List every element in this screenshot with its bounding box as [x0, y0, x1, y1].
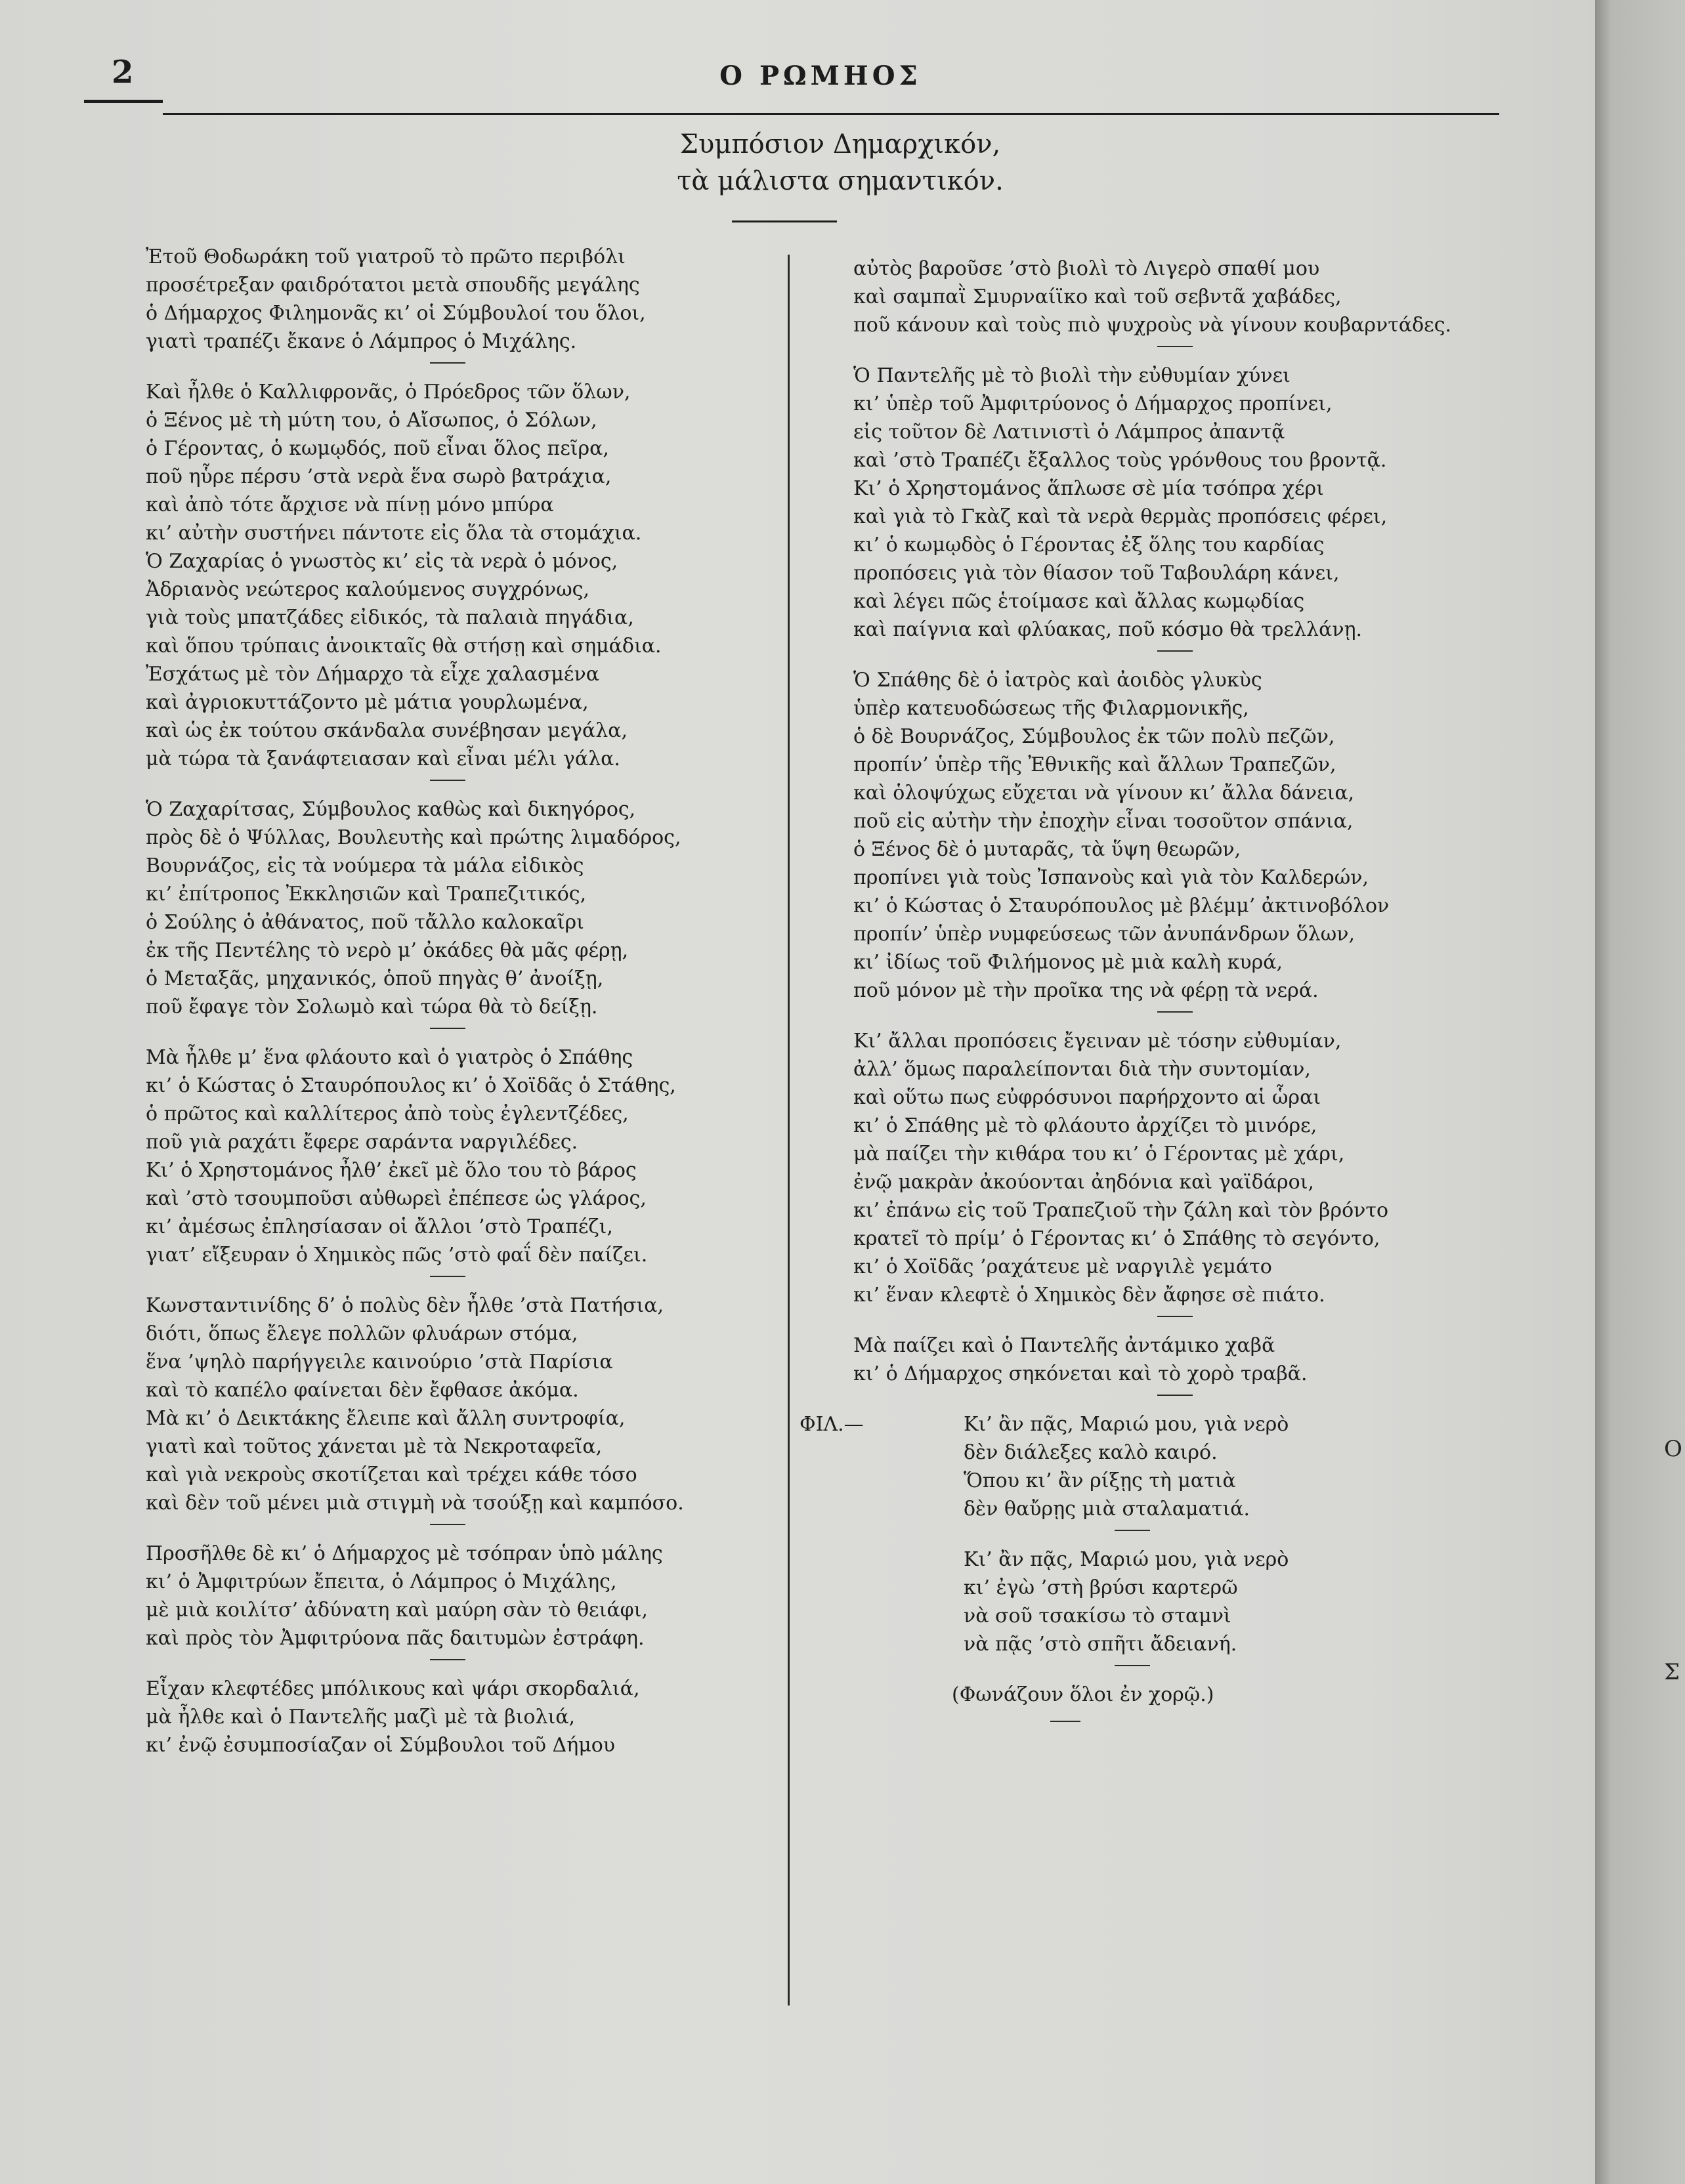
verse-line: πρὸς δὲ ὁ Ψύλλας, Βουλευτὴς καὶ πρώτης λιμαδόρος,	[146, 826, 681, 849]
stanza-separator	[430, 1028, 465, 1029]
verse-line: προπίν’ ὑπὲρ τῆς Ἐθνικῆς καὶ ἄλλων Τραπεζῶν,	[853, 753, 1336, 776]
verse-line: κι’ ὁ Σπάθης μὲ τὸ φλάουτο ἀρχίζει τὸ μινόρε,	[853, 1114, 1317, 1137]
verse-line: κρατεῖ τὸ πρίμ’ ὁ Γέροντας κι’ ὁ Σπάθης τὸ σεγόντο,	[853, 1227, 1380, 1250]
right-column	[800, 255, 1497, 1722]
speaker-label: ΦΙΛ.—	[800, 1413, 864, 1436]
verse-line: προπίν’ ὑπὲρ νυμφεύσεως τῶν ἀνυπάνδρων ὅλων,	[853, 923, 1355, 946]
verse-line: ἐκ τῆς Πεντέλης τὸ νερὸ μ’ ὀκάδες θὰ μᾶς φέρῃ,	[146, 939, 629, 962]
verse-line: ὁ δὲ Βουρνάζος, Σύμβουλος ἐκ τῶν πολὺ πεζῶν,	[853, 725, 1335, 748]
verse-line: μὰ τώρα τὰ ξανάφτειασαν καὶ εἶναι μέλι γάλα.	[146, 747, 620, 770]
verse-line: καὶ παίγνια καὶ φλύακας, ποῦ κόσμο θὰ τρελλάνῃ.	[853, 618, 1363, 641]
verse-line: ὁ Δήμαρχος Φιλημονᾶς κι’ οἱ Σύμβουλοί του ὅλοι,	[146, 302, 646, 325]
header-rule	[163, 113, 1499, 115]
stanza-separator	[430, 1276, 465, 1277]
verse-line: Μὰ κι’ ὁ Δεικτάκης ἔλειπε καὶ ἄλλη συντροφία,	[146, 1407, 626, 1430]
verse-line: καὶ ἀγριοκυττάζοντο μὲ μάτια γουρλωμένα,	[146, 691, 589, 714]
verse-line: γιὰ τοὺς μπατζάδες εἰδικός, τὰ παλαιὰ πηγάδια,	[146, 606, 634, 629]
verse-line: Βουρνάζος, εἰς τὰ νούμερα τὰ μάλα εἰδικὸς	[146, 854, 584, 877]
article-title	[591, 126, 1090, 200]
verse-line: ὁ Ξένος μὲ τὴ μύτη του, ὁ Αἴσωπος, ὁ Σόλων,	[146, 409, 597, 432]
verse-line: εἰς τοῦτον δὲ Λατινιστὶ ὁ Λάμπρος ἀπαντᾷ	[853, 421, 1285, 444]
stanza-separator	[1157, 650, 1193, 652]
verse-line: Κι’ ἄλλαι προπόσεις ἔγειναν μὲ τόσην εὐθυμίαν,	[853, 1030, 1342, 1053]
verse-line: ποῦ ἔφαγε τὸν Σολωμὸ καὶ τώρα θὰ τὸ δείξῃ.	[146, 996, 598, 1018]
verse-line: ποῦ εἰς αὐτὴν τὴν ἐποχὴν εἶναι τοσοῦτον σπάνια,	[853, 810, 1354, 833]
stanza	[853, 362, 1497, 644]
verse-line: κι’ ἕναν κλεφτὲ ὁ Χημικὸς δὲν ἄφησε σὲ πιάτο.	[853, 1284, 1325, 1307]
stanza-separator	[1157, 1395, 1193, 1396]
stanza	[853, 1027, 1497, 1309]
verse-line: κι’ ἐνῷ ἐσυμποσίαζαν οἱ Σύμβουλοι τοῦ Δήμου	[146, 1734, 615, 1757]
verse-line: καὶ οὕτω πως εὐφρόσυνοι παρήρχοντο αἱ ὧραι	[853, 1086, 1321, 1109]
verse-line: κι’ ὁ Χοϊδᾶς ’ραχάτευε μὲ ναργιλὲ γεμάτο	[853, 1255, 1272, 1278]
verse-line: Κωνσταντινίδης δ’ ὁ πολὺς δὲν ἦλθε ’στὰ Πατήσια,	[146, 1294, 664, 1317]
verse-line: προπίνει γιὰ τοὺς Ἰσπανοὺς καὶ γιὰ τὸν Καλδερών,	[853, 866, 1369, 889]
verse-line: κι’ ὁ κωμῳδὸς ὁ Γέροντας ἐξ ὅλης του καρδίας	[853, 534, 1325, 556]
stanza	[853, 1332, 1497, 1388]
verse-line: καὶ γιὰ νεκροὺς σκοτίζεται καὶ τρέχει κάθε τόσο	[146, 1463, 637, 1486]
verse-line: Μὰ ἦλθε μ’ ἕνα φλάουτο καὶ ὁ γιατρὸς ὁ Σπάθης	[146, 1046, 633, 1069]
verse-line: μὰ παίζει τὴν κιθάρα του κι’ ὁ Γέροντας μὲ χάρι,	[853, 1143, 1345, 1166]
verse-line: κι’ ἐγὼ ’στὴ βρύσι καρτερῶ	[964, 1576, 1238, 1599]
stanza	[964, 1410, 1497, 1523]
verse-line: Ἀδριανὸς νεώτερος καλούμενος συγχρόνως,	[146, 578, 589, 601]
spine-letter-bottom: Σ	[1664, 1659, 1680, 1685]
verse-line: δὲν θαὔρῃς μιὰ σταλαματιά.	[964, 1498, 1250, 1521]
chorus-line: (Φωνάζουν ὅλοι ἐν χορῷ.)	[952, 1683, 1214, 1706]
verse-line: Μὰ παίζει καὶ ὁ Παντελῆς ἀντάμικο χαβᾶ	[853, 1334, 1275, 1357]
right-column-stanzas	[853, 255, 1497, 1396]
verse-line: κι’ ἰδίως τοῦ Φιλήμονος μὲ μιὰ καλὴ κυρά,	[853, 951, 1283, 974]
verse-line: ὁ Σούλης ὁ ἀθάνατος, ποῦ τἄλλο καλοκαῖρι	[146, 911, 584, 934]
title-rule	[732, 220, 837, 222]
stanza	[146, 243, 750, 356]
verse-line: καὶ λέγει πῶς ἑτοίμασε καὶ ἄλλας κωμῳδίας	[853, 590, 1305, 613]
verse-line: ποῦ μόνον μὲ τὴν προῖκα της νὰ φέρῃ τὰ νερά.	[853, 979, 1319, 1002]
stanza-separator	[1157, 346, 1193, 347]
verse-line: μὰ ἦλθε καὶ ὁ Παντελῆς μαζὶ μὲ τὰ βιολιά,	[146, 1706, 576, 1729]
verse-line: νὰ πᾷς ’στὸ σπῆτι ἄδειανή.	[964, 1633, 1237, 1656]
verse-line: καὶ ἀπὸ τότε ἄρχισε νὰ πίνῃ μόνο μπύρα	[146, 494, 554, 516]
verse-line: καὶ ’στὸ τσουμποῦσι αὐθωρεὶ ἐπέπεσε ὡς γλάρος,	[146, 1187, 647, 1210]
verse-line: κι’ ὁ Κώστας ὁ Σταυρόπουλος μὲ βλέμμ’ ἀκτινοβόλον	[853, 894, 1390, 917]
verse-line: Ἐσχάτως μὲ τὸν Δήμαρχο τὰ εἶχε χαλασμένα	[146, 663, 599, 686]
verse-line: ὁ πρῶτος καὶ καλλίτερος ἀπὸ τοὺς ἐγλεντζέδες,	[146, 1102, 629, 1125]
verse-line: γιατὶ τραπέζι ἔκανε ὁ Λάμπρος ὁ Μιχάλης.	[146, 330, 577, 353]
verse-line: καὶ τὸ καπέλο φαίνεται δὲν ἔφθασε ἀκόμα.	[146, 1379, 579, 1402]
stanza	[146, 1043, 750, 1269]
verse-line: κι’ ὁ Κώστας ὁ Σταυρόπουλος κι’ ὁ Χοϊδᾶς ὁ Στάθης,	[146, 1074, 676, 1097]
stanza-separator	[430, 1524, 465, 1525]
verse-line: κι’ ἐπίτροπος Ἐκκλησιῶν καὶ Τραπεζιτικός,	[146, 883, 587, 906]
verse-line: ὁ Γέροντας, ὁ κωμῳδός, ποῦ εἶναι ὅλος πεῖρα,	[146, 437, 609, 460]
verse-line: κι’ ὁ Ἀμφιτρύων ἔπειτα, ὁ Λάμπρος ὁ Μιχάλης,	[146, 1570, 617, 1593]
verse-line: κι’ ὁ Δήμαρχος σηκόνεται καὶ τὸ χορὸ τραβᾶ.	[853, 1362, 1308, 1385]
stanza	[964, 1545, 1497, 1658]
column-divider	[788, 255, 790, 2006]
verse-line: καὶ ὁλοψύχως εὔχεται νὰ γίνουν κι’ ἄλλα δάνεια,	[853, 782, 1355, 805]
stanza-separator	[430, 362, 465, 364]
stanza	[146, 795, 750, 1021]
stanza	[146, 1540, 750, 1652]
verse-line: Κι’ ἂν πᾷς, Μαριώ μου, γιὰ νερὸ	[964, 1548, 1289, 1571]
verse-line: Ὁ Σπάθης δὲ ὁ ἰατρὸς καὶ ἀοιδὸς γλυκὺς	[853, 669, 1262, 692]
verse-line: Καὶ ἦλθε ὁ Καλλιφρονᾶς, ὁ Πρόεδρος τῶν ὅλων,	[146, 381, 631, 404]
verse-line: Προσῆλθε δὲ κι’ ὁ Δήμαρχος μὲ τσόπραν ὑπὸ μάλης	[146, 1542, 663, 1565]
song-verses	[964, 1410, 1497, 1666]
stanza	[146, 1292, 750, 1517]
verse-line: καὶ ὅπου τρύπαις ἀνοικταῖς θὰ στήσῃ καὶ σημάδια.	[146, 635, 662, 658]
verse-line: καὶ πρὸς τὸν Ἀμφιτρύονα πᾶς δαιτυμὼν ἐστράφη.	[146, 1627, 645, 1650]
verse-line: Ὁ Ζαχαρίας ὁ γνωστὸς κι’ εἰς τὰ νερὰ ὁ μόνος,	[146, 550, 618, 573]
stanza-separator	[1157, 1011, 1193, 1013]
verse-line: ὑπὲρ κατευοδώσεως τῆς Φιλαρμονικῆς,	[853, 697, 1249, 720]
verse-line: ποῦ κάνουν καὶ τοὺς πιὸ ψυχροὺς νὰ γίνουν κουβαρντάδες.	[853, 314, 1452, 337]
stanza	[146, 378, 750, 773]
verse-line: γιατ’ εἴξευραν ὁ Χημικὸς πῶς ’στὸ φαΐ δὲν παίζει.	[146, 1244, 648, 1267]
verse-line: κι’ ὑπὲρ τοῦ Ἀμφιτρύονος ὁ Δήμαρχος προπίνει,	[853, 392, 1333, 415]
verse-line: καὶ ὡς ἐκ τούτου σκάνδαλα συνέβησαν μεγάλα,	[146, 719, 628, 742]
stanza	[853, 255, 1497, 339]
spine-letter-top: Ο	[1664, 1436, 1682, 1462]
verse-line: νὰ σοῦ τσακίσω τὸ σταμνὶ	[964, 1605, 1231, 1628]
verse-line: Ἐτοῦ Θοδωράκη τοῦ γιατροῦ τὸ πρῶτο περιβόλι	[146, 245, 626, 268]
stanza-separator	[1157, 1316, 1193, 1317]
title-line-2: τὰ μάλιστα σημαντικόν.	[677, 166, 1004, 196]
header-rule-thick	[84, 100, 163, 103]
verse-line: Κι’ ἂν πᾷς, Μαριώ μου, γιὰ νερὸ	[964, 1413, 1289, 1436]
verse-line: ἀλλ’ ὅμως παραλείπονται διὰ τὴν συντομίαν,	[853, 1058, 1311, 1081]
verse-line: μὲ μιὰ κοιλίτσ’ ἀδύνατη καὶ μαύρη σὰν τὸ θειάφι,	[146, 1599, 648, 1622]
stanza-separator	[430, 780, 465, 781]
verse-line: κι’ ἐπάνω εἰς τοῦ Τραπεζιοῦ τὴν ζάλη καὶ τὸν βρόντο	[853, 1199, 1389, 1222]
verse-line: καὶ γιὰ τὸ Γκὰζ καὶ τὰ νερὰ θερμὰς προπόσεις φέρει,	[853, 505, 1388, 528]
verse-line: Εἶχαν κλεφτέδες μπόλικους καὶ ψάρι σκορδαλιά,	[146, 1677, 640, 1700]
verse-line: ὁ Ξένος δὲ ὁ μυταρᾶς, τὰ ὕψη θεωρῶν,	[853, 838, 1241, 861]
verse-line: ὁ Μεταξᾶς, μηχανικός, ὁποῦ πηγὰς θ’ ἀνοίξῃ,	[146, 967, 604, 990]
verse-line: Ὁ Παντελῆς μὲ τὸ βιολὶ τὴν εὐθυμίαν χύνει	[853, 364, 1290, 387]
verse-line: Κι’ ὁ Χρηστομάνος ἅπλωσε σὲ μία τσόπρα χέρι	[853, 477, 1324, 500]
verse-line: διότι, ὅπως ἔλεγε πολλῶν φλυάρων στόμα,	[146, 1322, 578, 1345]
verse-line: Κι’ ὁ Χρηστομάνος ἦλθ’ ἐκεῖ μὲ ὅλο του τὸ βάρος	[146, 1159, 637, 1182]
left-column	[146, 243, 750, 1759]
verse-line: καὶ ’στὸ Τραπέζι ἔξαλλος τοὺς γρόνθους του βροντᾷ.	[853, 449, 1387, 472]
stanza-separator	[1115, 1530, 1150, 1531]
verse-line: ποῦ ηὗρε πέρσυ ’στὰ νερὰ ἕνα σωρὸ βατράχια,	[146, 465, 612, 488]
stanza	[853, 666, 1497, 1005]
verse-line: κι’ αὐτὴν συστήνει πάντοτε εἰς ὅλα τὰ στομάχια.	[146, 522, 642, 545]
masthead: Ο ΡΩΜΗΟΣ	[719, 60, 922, 91]
verse-line: δὲν διάλεξες καλὸ καιρό.	[964, 1441, 1218, 1464]
song-block	[800, 1410, 1497, 1722]
verse-line: γιατὶ καὶ τοῦτος χάνεται μὲ τὰ Νεκροταφεῖα,	[146, 1435, 603, 1458]
verse-line: ποῦ γιὰ ραχάτι ἔφερε σαράντα ναργιλέδες.	[146, 1131, 578, 1154]
verse-line: προσέτρεξαν φαιδρότατοι μετὰ σπουδῆς μεγάλης	[146, 274, 640, 297]
verse-line: ἕνα ’ψηλὸ παρήγγειλε καινούριο ’στὰ Παρίσια	[146, 1351, 613, 1374]
verse-line: Ὁ Ζαχαρίτσας, Σύμβουλος καθὼς καὶ δικηγόρος,	[146, 798, 636, 821]
page-spine	[1595, 0, 1685, 2184]
stanza	[146, 1675, 750, 1759]
verse-line: αὐτὸς βαροῦσε ’στὸ βιολὶ τὸ Λιγερὸ σπαθί μου	[853, 257, 1320, 280]
verse-line: Ὅπου κι’ ἂν ρίξῃς τὴ ματιὰ	[964, 1469, 1236, 1492]
stanza-separator	[430, 1659, 465, 1660]
stanza-separator	[1115, 1665, 1150, 1666]
verse-line: καὶ δὲν τοῦ μένει μιὰ στιγμὴ νὰ τσούξῃ καὶ καμπόσο.	[146, 1492, 684, 1515]
closing-rule	[1050, 1721, 1080, 1722]
page-number: 2	[112, 54, 134, 91]
verse-line: προπόσεις γιὰ τὸν θίασον τοῦ Ταβουλάρη κάνει,	[853, 562, 1340, 585]
verse-line: ἐνῷ μακρὰν ἀκούονται ἀηδόνια καὶ γαϊδάροι,	[853, 1171, 1314, 1194]
verse-line: καὶ σαμπαῒ Σμυρναίϊκο καὶ τοῦ σεβντᾶ χαβάδες,	[853, 285, 1342, 308]
verse-line: κι’ ἀμέσως ἐπλησίασαν οἱ ἄλλοι ’στὸ Τραπέζι,	[146, 1215, 613, 1238]
title-line-1: Συμπόσιον Δημαρχικόν,	[679, 129, 1001, 159]
